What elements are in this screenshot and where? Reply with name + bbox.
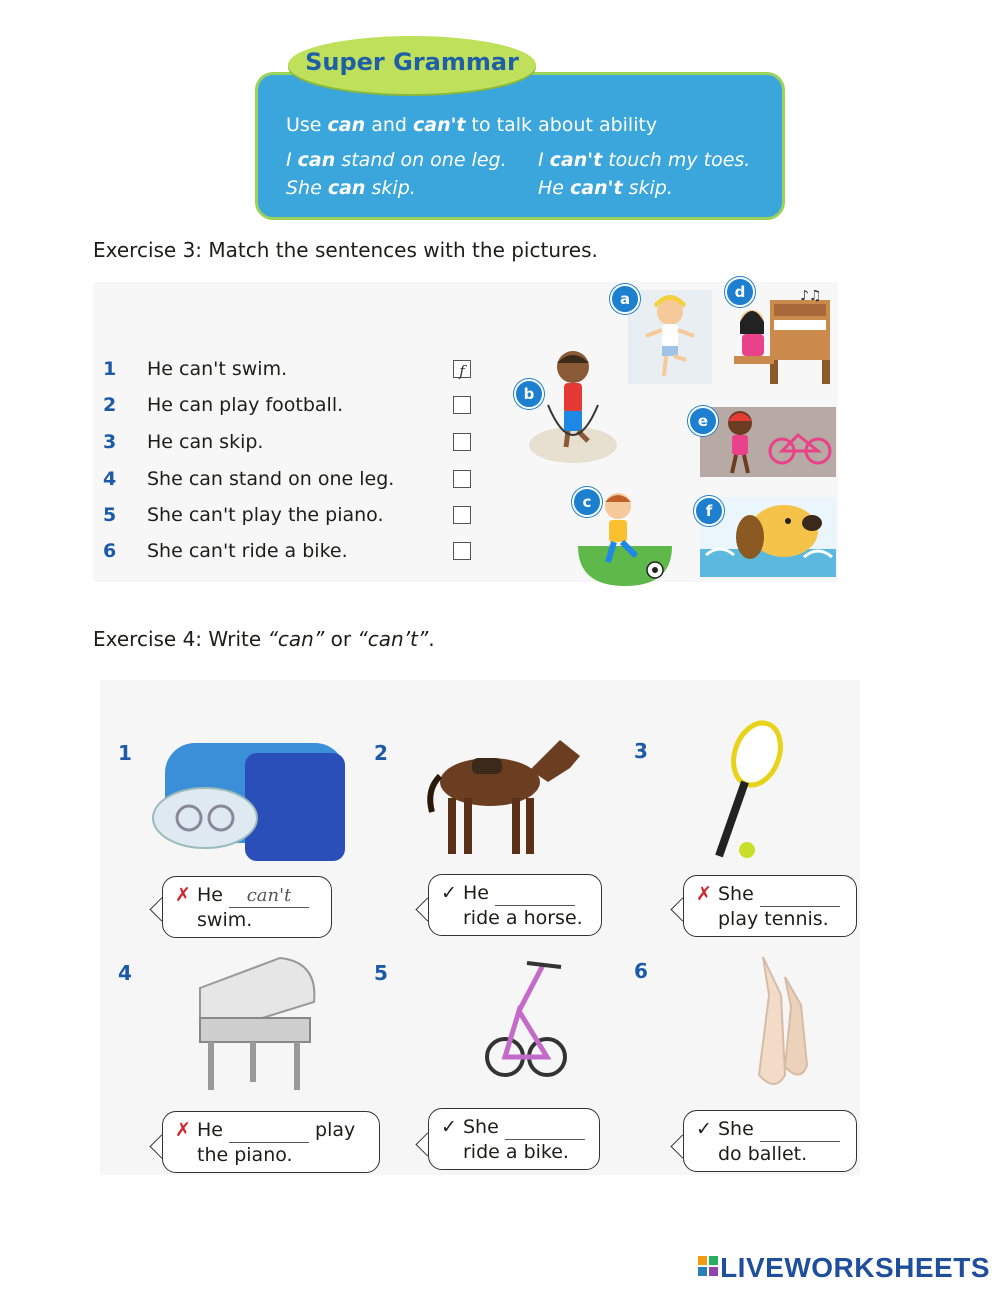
speech-bubble (683, 1110, 857, 1172)
picture-tennis-racket-and-ball (705, 718, 785, 866)
bubble-subject: He (462, 882, 489, 904)
ex4-answer-input[interactable] (229, 885, 309, 908)
cross-mark-icon: ✗ (175, 1119, 191, 1141)
bubble-subject: She (462, 1116, 499, 1138)
ex4-item-number: 5 (374, 961, 388, 985)
ex4-item-number: 6 (634, 959, 648, 983)
ex3-answer-input[interactable] (454, 473, 470, 489)
ex3-item-text: She can't play the piano. (147, 504, 384, 526)
cross-mark-icon: ✗ (175, 884, 191, 906)
ex4-answer-input[interactable] (495, 883, 575, 906)
logo-text: LIVEWORKSHEETS (720, 1252, 990, 1283)
ex3-answer-box[interactable] (453, 433, 471, 451)
ex3-item-number: 6 (103, 540, 117, 562)
bubble-object: the piano. (197, 1143, 293, 1166)
grammar-example-3: She can skip. (286, 177, 416, 199)
speech-bubble (428, 874, 602, 936)
ex3-item-text: She can't ride a bike. (147, 540, 348, 562)
picture-letter-badge: c (572, 487, 602, 517)
bubble-subject: She (717, 1118, 754, 1140)
ex4-answer-input[interactable] (229, 1120, 309, 1143)
ex3-item-text: She can stand on one leg. (147, 468, 395, 490)
grammar-example-4: He can't skip. (538, 177, 673, 199)
check-mark-icon: ✓ (441, 882, 457, 904)
ex4-item-number: 2 (374, 741, 388, 765)
picture-girl-with-bike (700, 407, 836, 477)
bubble-verb: do ballet. (718, 1142, 808, 1165)
picture-letter-badge: d (725, 277, 755, 307)
picture-girl-standing-on-one-leg (628, 290, 712, 384)
exercise-4-heading: Exercise 4: Write “can” or “can’t”. (93, 627, 435, 651)
picture-letter-badge: e (688, 406, 718, 436)
speech-bubble (162, 876, 332, 938)
ex3-item-number: 4 (103, 468, 117, 490)
ex4-answer-input[interactable] (505, 1117, 585, 1140)
bubble-verb: play tennis. (718, 907, 829, 930)
speech-bubble (683, 875, 857, 937)
ex3-answer-input[interactable] (454, 436, 470, 452)
bubble-subject: He (196, 1119, 223, 1141)
ex3-answer-input[interactable] (454, 399, 470, 415)
speech-bubble (162, 1111, 380, 1173)
speech-bubble (428, 1108, 600, 1170)
ex4-item-number: 3 (634, 739, 648, 763)
picture-letter-badge: f (694, 496, 724, 526)
liveworksheets-logo[interactable] (698, 1252, 990, 1284)
ex3-item-text: He can play football. (147, 394, 344, 416)
picture-boy-skipping (528, 345, 618, 463)
bubble-verb: swim. (197, 908, 253, 931)
picture-letter-badge: b (514, 379, 544, 409)
cross-mark-icon: ✗ (696, 883, 712, 905)
ex3-item-number: 2 (103, 394, 117, 416)
bubble-verb: ride a bike. (463, 1140, 569, 1163)
grammar-example-1: I can stand on one leg. (286, 149, 507, 171)
picture-ballet-shoes (745, 947, 815, 1097)
grammar-example-2: I can't touch my toes. (538, 149, 751, 171)
grammar-title: Super Grammar (305, 48, 519, 76)
ex3-answer-box[interactable] (453, 506, 471, 524)
ex3-answer-box[interactable] (453, 542, 471, 560)
picture-grand-piano (190, 948, 320, 1100)
bubble-subject: He (196, 884, 223, 906)
grammar-intro: Use can and can't to talk about ability (286, 114, 658, 136)
logo-squares-icon (698, 1256, 720, 1280)
ex3-item-number: 5 (103, 504, 117, 526)
check-mark-icon: ✓ (441, 1116, 457, 1138)
ex3-answer-input[interactable] (454, 363, 470, 379)
picture-letter-badge: a (610, 284, 640, 314)
ex4-answer-input[interactable] (760, 1119, 840, 1142)
ex3-answer-input[interactable] (454, 509, 470, 525)
bubble-verb: ride a horse. (463, 906, 583, 929)
ex3-item-number: 1 (103, 358, 117, 380)
ex4-answer-input[interactable] (760, 884, 840, 907)
ex3-answer-box[interactable] (453, 470, 471, 488)
picture-horse (420, 720, 585, 860)
ex3-answer-input[interactable] (454, 545, 470, 561)
bubble-subject: She (717, 883, 754, 905)
ex3-item-text: He can't swim. (147, 358, 288, 380)
check-mark-icon: ✓ (696, 1118, 712, 1140)
ex4-item-number: 1 (118, 741, 132, 765)
picture-bicycle (483, 957, 573, 1097)
bubble-verb-after: play (315, 1119, 356, 1141)
svg-text:♪♫: ♪♫ (800, 290, 822, 304)
ex3-item-number: 3 (103, 431, 117, 453)
exercise-3-heading: Exercise 3: Match the sentences with the pictures. (93, 238, 598, 262)
ex3-item-text: He can skip. (147, 431, 264, 453)
ex3-answer-box[interactable] (453, 360, 471, 378)
picture-towel-and-goggles (145, 733, 355, 865)
ex4-item-number: 4 (118, 961, 132, 985)
ex3-answer-box[interactable] (453, 396, 471, 414)
